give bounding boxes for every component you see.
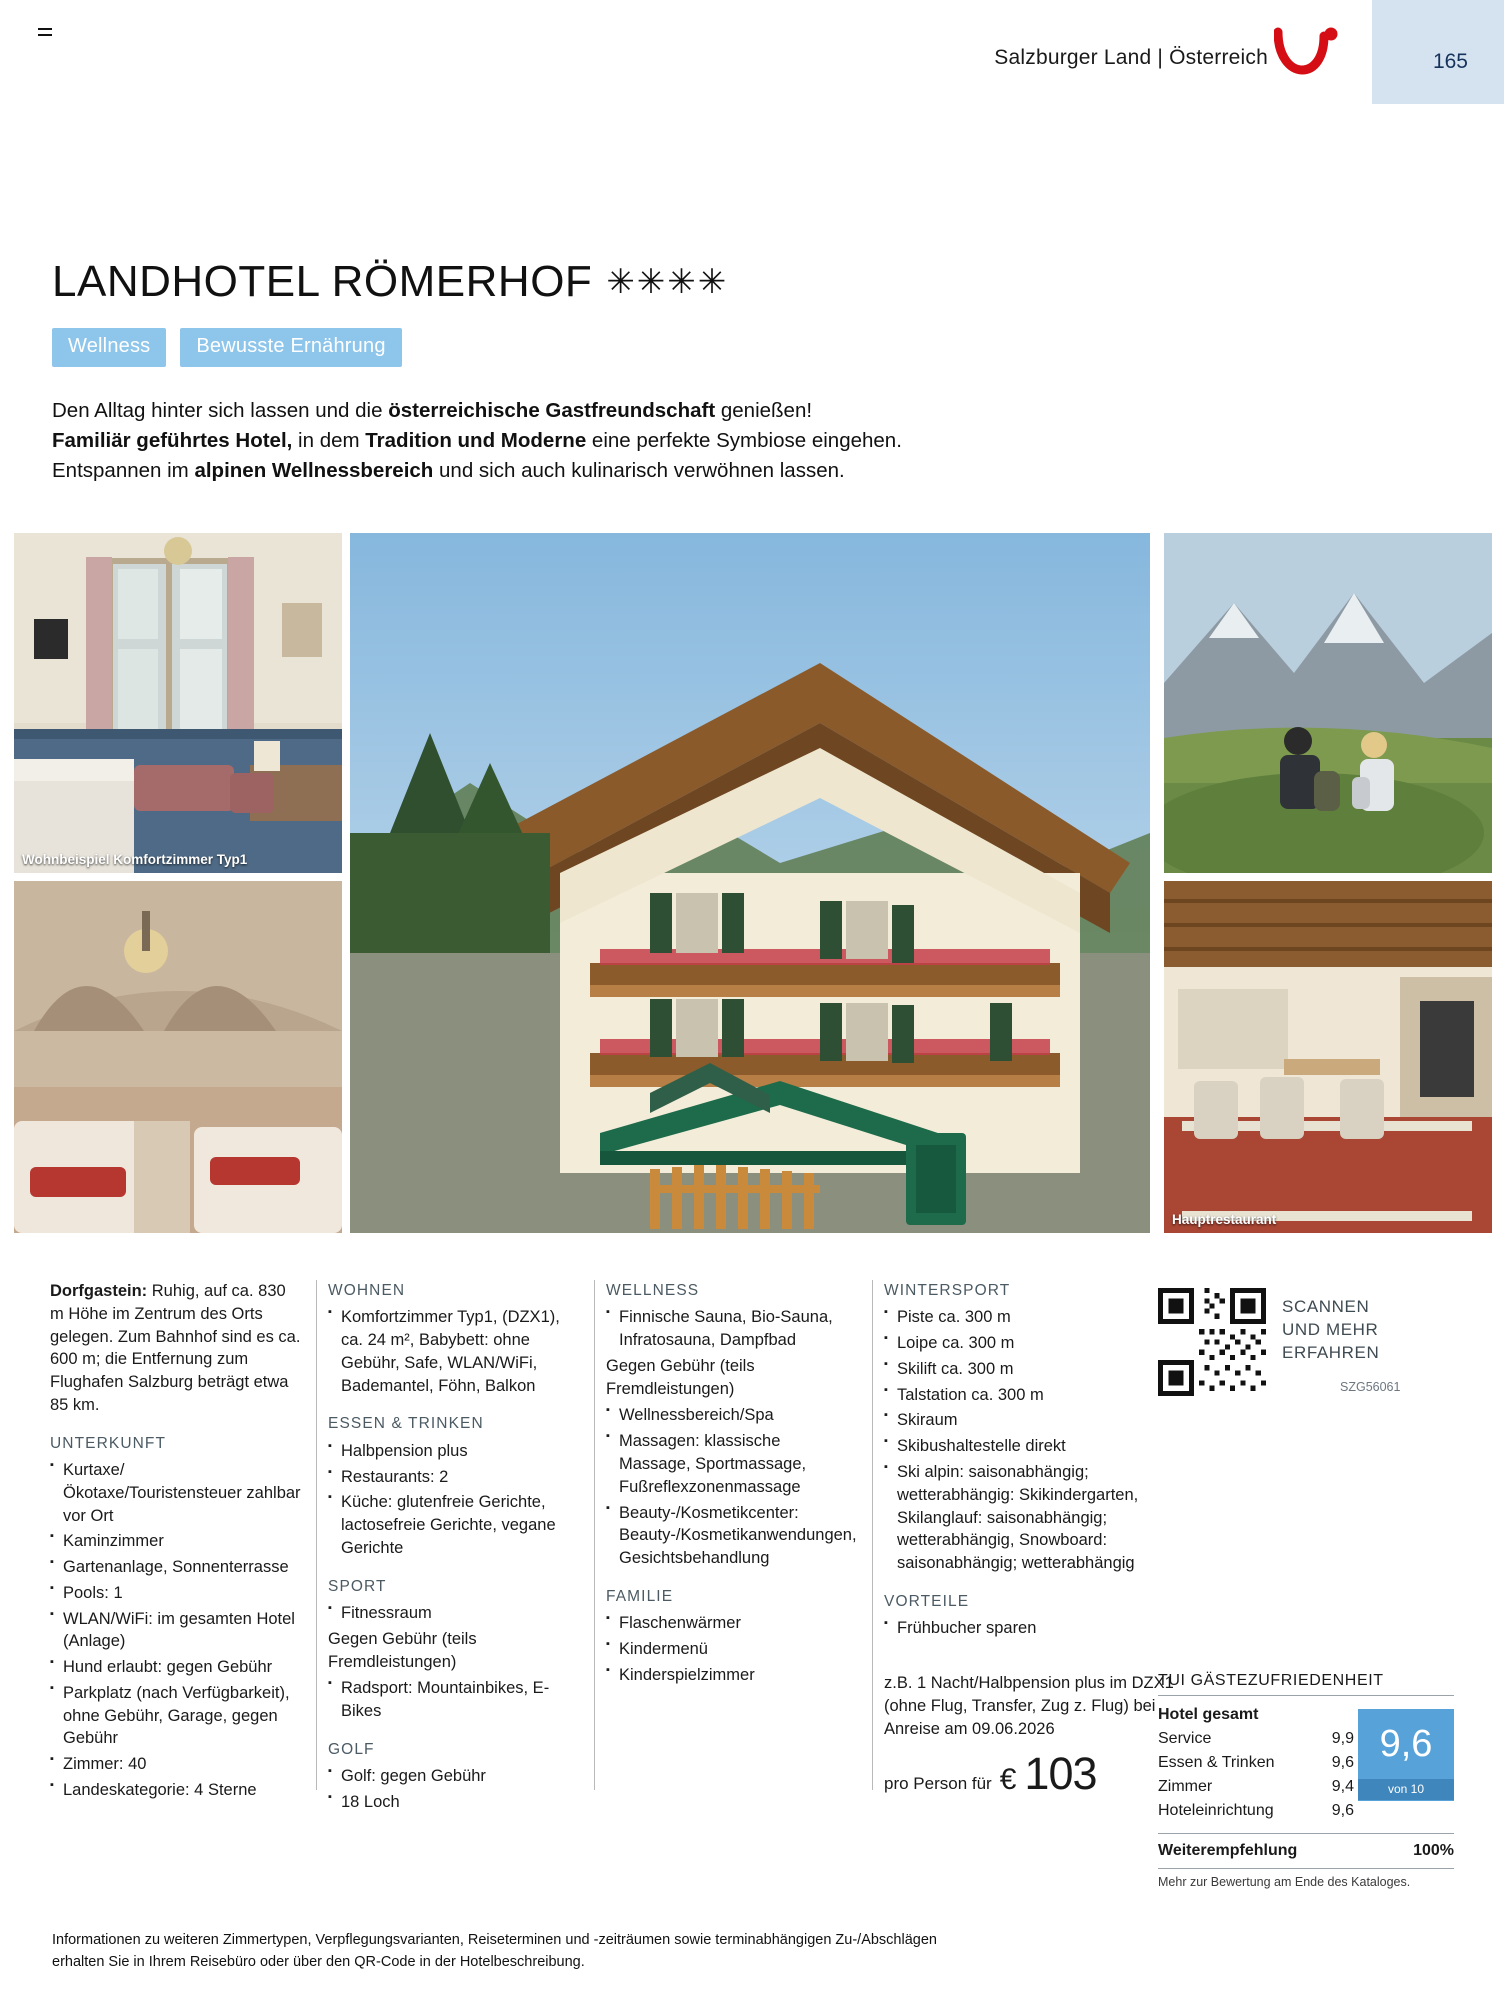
rating-rows	[1158, 1703, 1354, 1823]
scan-instructions	[1282, 1296, 1379, 1365]
room-photo	[14, 533, 342, 873]
list-vorteile	[884, 1617, 1150, 1640]
restaurant-photo	[1164, 881, 1492, 1233]
photo-gallery	[14, 533, 1492, 1233]
list-item: ▪ Radsport: Mountainbikes, E-Bikes	[328, 1677, 578, 1723]
heading-vorteile: VORTEILE	[884, 1592, 970, 1610]
footer-line-2: erhalten Sie in Ihrem Reisebüro oder über den QR-Code in der Hotelbeschreibung.	[52, 1953, 585, 1970]
intro-bold: Familiär geführtes Hotel,	[52, 429, 293, 453]
rating-label: Essen & Trinken	[1158, 1754, 1275, 1771]
hotel-code: SZG56061	[1340, 1380, 1401, 1394]
list-item: ▪ Gartenanlage, Sonnenterrasse	[50, 1556, 302, 1579]
rating-row	[1158, 1799, 1354, 1823]
header-region: Salzburger Land | Österreich	[994, 46, 1268, 69]
qr-code[interactable]	[1158, 1288, 1266, 1396]
recommendation-row	[1158, 1833, 1454, 1860]
list-wohnen	[328, 1306, 578, 1397]
list-wellness-2	[606, 1404, 856, 1569]
heading-golf: GOLF	[328, 1740, 375, 1758]
spa-lounge-photo	[14, 881, 342, 1233]
column-wohnen	[328, 1280, 578, 1817]
rating-title: TUI GÄSTEZUFRIEDENHEIT	[1158, 1672, 1454, 1696]
intro-text: Entspannen im	[52, 459, 195, 483]
list-item: ▪ Hund erlaubt: gegen Gebühr	[50, 1656, 302, 1679]
tag-wellness: Wellness	[52, 328, 166, 367]
price-amount: 103	[1024, 1748, 1097, 1799]
list-item: ▪ Zimmer: 40	[50, 1753, 302, 1776]
hotel-intro	[52, 396, 1132, 486]
column-divider	[872, 1280, 873, 1790]
intro-text: Den Alltag hinter sich lassen und die	[52, 399, 389, 422]
price-currency: €	[999, 1763, 1017, 1796]
price-line	[884, 1748, 1097, 1800]
page-header	[0, 0, 1504, 110]
restaurant-photo-caption: Hauptrestaurant	[1172, 1212, 1277, 1227]
list-item: ▪ Golf: gegen Gebühr	[328, 1765, 578, 1788]
list-item: ▪ Talstation ca. 300 m	[884, 1384, 1150, 1407]
recommendation-label: Weiterempfehlung	[1158, 1842, 1298, 1859]
rating-label: Service	[1158, 1730, 1212, 1747]
list-golf	[328, 1765, 578, 1814]
list-item: ▪ Flaschenwärmer	[606, 1612, 856, 1635]
rating-row	[1158, 1775, 1354, 1799]
rating-row	[1158, 1751, 1354, 1775]
page-footer	[52, 1930, 1452, 1974]
rating-body	[1158, 1703, 1454, 1823]
rating-row-overall	[1158, 1703, 1354, 1727]
sport-note: Gegen Gebühr (teils Fremdleistungen)	[328, 1629, 477, 1671]
list-item: ▪ Skilift ca. 300 m	[884, 1358, 1150, 1381]
rating-label: Hoteleinrichtung	[1158, 1802, 1274, 1819]
list-item: ▪ Skiraum	[884, 1409, 1150, 1432]
score-badge	[1358, 1709, 1454, 1801]
list-item: ▪ Ski alpin: saisonabhängig; wetterabhängig: Skikindergarten, Skilanglauf: saisonabhängig; wetterabhängig, Snowboard: saisonabhängig; wetterabhängig	[884, 1461, 1150, 1575]
heading-essen: ESSEN & TRINKEN	[328, 1415, 484, 1433]
list-unterkunft	[50, 1459, 302, 1802]
list-item: ▪ Komfortzimmer Typ1, (DZX1), ca. 24 m², Babybett: ohne Gebühr, Safe, WLAN/WiFi, Bademantel, Föhn, Balkon	[328, 1306, 578, 1397]
list-item: ▪ Wellnessbereich/Spa	[606, 1404, 856, 1427]
list-item: ▪ Restaurants: 2	[328, 1466, 578, 1489]
list-item: ▪ Kindermenü	[606, 1638, 856, 1661]
column-divider	[316, 1280, 317, 1790]
list-item: ▪ Halbpension plus	[328, 1440, 578, 1463]
heading-wohnen: WOHNEN	[328, 1282, 406, 1299]
intro-text: genießen!	[715, 399, 813, 422]
room-photo-caption: Wohnbeispiel Komfortzimmer Typ1	[22, 852, 248, 867]
list-item: ▪ Frühbucher sparen	[884, 1617, 1150, 1640]
list-item: ▪ Beauty-/Kosmetikcenter: Beauty-/Kosmetikanwendungen, Gesichtsbehandlung	[606, 1502, 856, 1570]
rating-value: 9,9	[1331, 1730, 1354, 1747]
column-location	[50, 1280, 302, 1805]
rating-value: 9,4	[1331, 1778, 1354, 1795]
hiking-mountains-photo	[1164, 533, 1492, 873]
column-wintersport	[884, 1280, 1150, 1643]
price-example: z.B. 1 Nacht/Halbpension plus im DZX1 (ohne Flug, Transfer, Zug z. Flug) bei Anreise am 09.06.2026	[884, 1674, 1174, 1739]
list-item: ▪ Loipe ca. 300 m	[884, 1332, 1150, 1355]
list-sport	[328, 1602, 578, 1625]
list-item: ▪ Kinderspielzimmer	[606, 1664, 856, 1687]
list-item: ▪ Piste ca. 300 m	[884, 1306, 1150, 1329]
list-wintersport	[884, 1306, 1150, 1574]
column-divider	[594, 1280, 595, 1790]
star-rating: ✳✳✳✳	[606, 263, 729, 302]
list-essen	[328, 1440, 578, 1560]
scan-line-2: UND MEHR	[1282, 1319, 1379, 1339]
tag-nutrition: Bewusste Ernährung	[180, 328, 401, 367]
rating-row	[1158, 1727, 1354, 1751]
scan-line-3: ERFAHREN	[1282, 1342, 1380, 1362]
intro-bold: alpinen Wellnessbereich	[194, 459, 434, 483]
wellness-note: Gegen Gebühr (teils Fremdleistungen)	[606, 1356, 755, 1398]
tui-smile-logo	[1274, 26, 1338, 76]
list-item: ▪ Pools: 1	[50, 1582, 302, 1605]
rating-label: Zimmer	[1158, 1778, 1213, 1795]
list-item: ▪ WLAN/WiFi: im gesamten Hotel (Anlage)	[50, 1608, 302, 1654]
location-paragraph	[50, 1280, 302, 1417]
list-item: ▪ Skibushaltestelle direkt	[884, 1435, 1150, 1458]
heading-sport: SPORT	[328, 1577, 387, 1595]
page-number: 165	[1432, 50, 1468, 73]
heading-wintersport: WINTERSPORT	[884, 1282, 1011, 1299]
column-wellness	[606, 1280, 856, 1689]
list-sport-2	[328, 1677, 578, 1723]
list-item: ▪ Parkplatz (nach Verfügbarkeit), ohne Gebühr, Garage, gegen Gebühr	[50, 1682, 302, 1750]
list-item: ▪ Kurtaxe/Ökotaxe/Touristensteuer zahlbar vor Ort	[50, 1459, 302, 1527]
rating-value: 9,6	[1331, 1754, 1354, 1771]
intro-bold: Tradition und Moderne	[365, 429, 587, 453]
list-item: ▪ 18 Loch	[328, 1791, 578, 1814]
heading-wellness: WELLNESS	[606, 1282, 700, 1299]
page-title	[52, 257, 728, 307]
rating-value: 9,6	[1331, 1802, 1354, 1819]
list-wellness-1	[606, 1306, 856, 1352]
rating-label: Hotel gesamt	[1158, 1706, 1259, 1723]
intro-text: eine perfekte Symbiose eingehen.	[586, 429, 902, 453]
list-item: ▪ Landeskategorie: 4 Sterne	[50, 1779, 302, 1802]
intro-bold: österreichische Gastfreundschaft	[388, 399, 716, 422]
intro-text: in dem	[292, 429, 366, 453]
list-item: ▪ Küche: glutenfreie Gerichte, lactosefreie Gerichte, vegane Gerichte	[328, 1491, 578, 1559]
intro-text: und sich auch kulinarisch verwöhnen lassen.	[433, 459, 845, 483]
list-item: ▪ Massagen: klassische Massage, Sportmassage, Fußreflexzonenmassage	[606, 1430, 856, 1498]
scan-line-1: SCANNEN	[1282, 1297, 1370, 1316]
hotel-name: LANDHOTEL RÖMERHOF	[52, 257, 593, 307]
guest-rating-box	[1158, 1672, 1454, 1889]
heading-familie: FAMILIE	[606, 1587, 674, 1605]
list-item: ▪ Finnische Sauna, Bio-Sauna, Infratosauna, Dampfbad	[606, 1306, 856, 1352]
score-scale: von 10	[1358, 1779, 1454, 1800]
list-familie	[606, 1612, 856, 1686]
rating-note: Mehr zur Bewertung am Ende des Kataloges.	[1158, 1868, 1454, 1889]
list-item: ▪ Fitnessraum	[328, 1602, 578, 1625]
hotel-exterior-photo	[350, 533, 1150, 1233]
price-per-person-label: pro Person für	[884, 1774, 992, 1793]
tag-list	[52, 328, 402, 367]
location-label: Dorfgastein:	[50, 1282, 148, 1300]
list-item: ▪ Kaminzimmer	[50, 1530, 302, 1553]
location-text: Ruhig, auf ca. 830 m Höhe im Zentrum des Orts gelegen. Zum Bahnhof sind es ca. 600 m; die Entfernung zum Flughafen Salzburg beträgt etwa 85 km.	[50, 1282, 301, 1414]
score-value: 9,6	[1379, 1723, 1433, 1765]
footer-line-1: Informationen zu weiteren Zimmertypen, Verpflegungsvarianten, Reiseterminen und -zeiträumen sowie terminabhängigen Zu-/Abschlägen	[52, 1932, 937, 1948]
crop-mark-icon	[38, 28, 52, 38]
heading-unterkunft: UNTERKUNFT	[50, 1434, 167, 1452]
recommendation-value: 100%	[1413, 1842, 1454, 1859]
